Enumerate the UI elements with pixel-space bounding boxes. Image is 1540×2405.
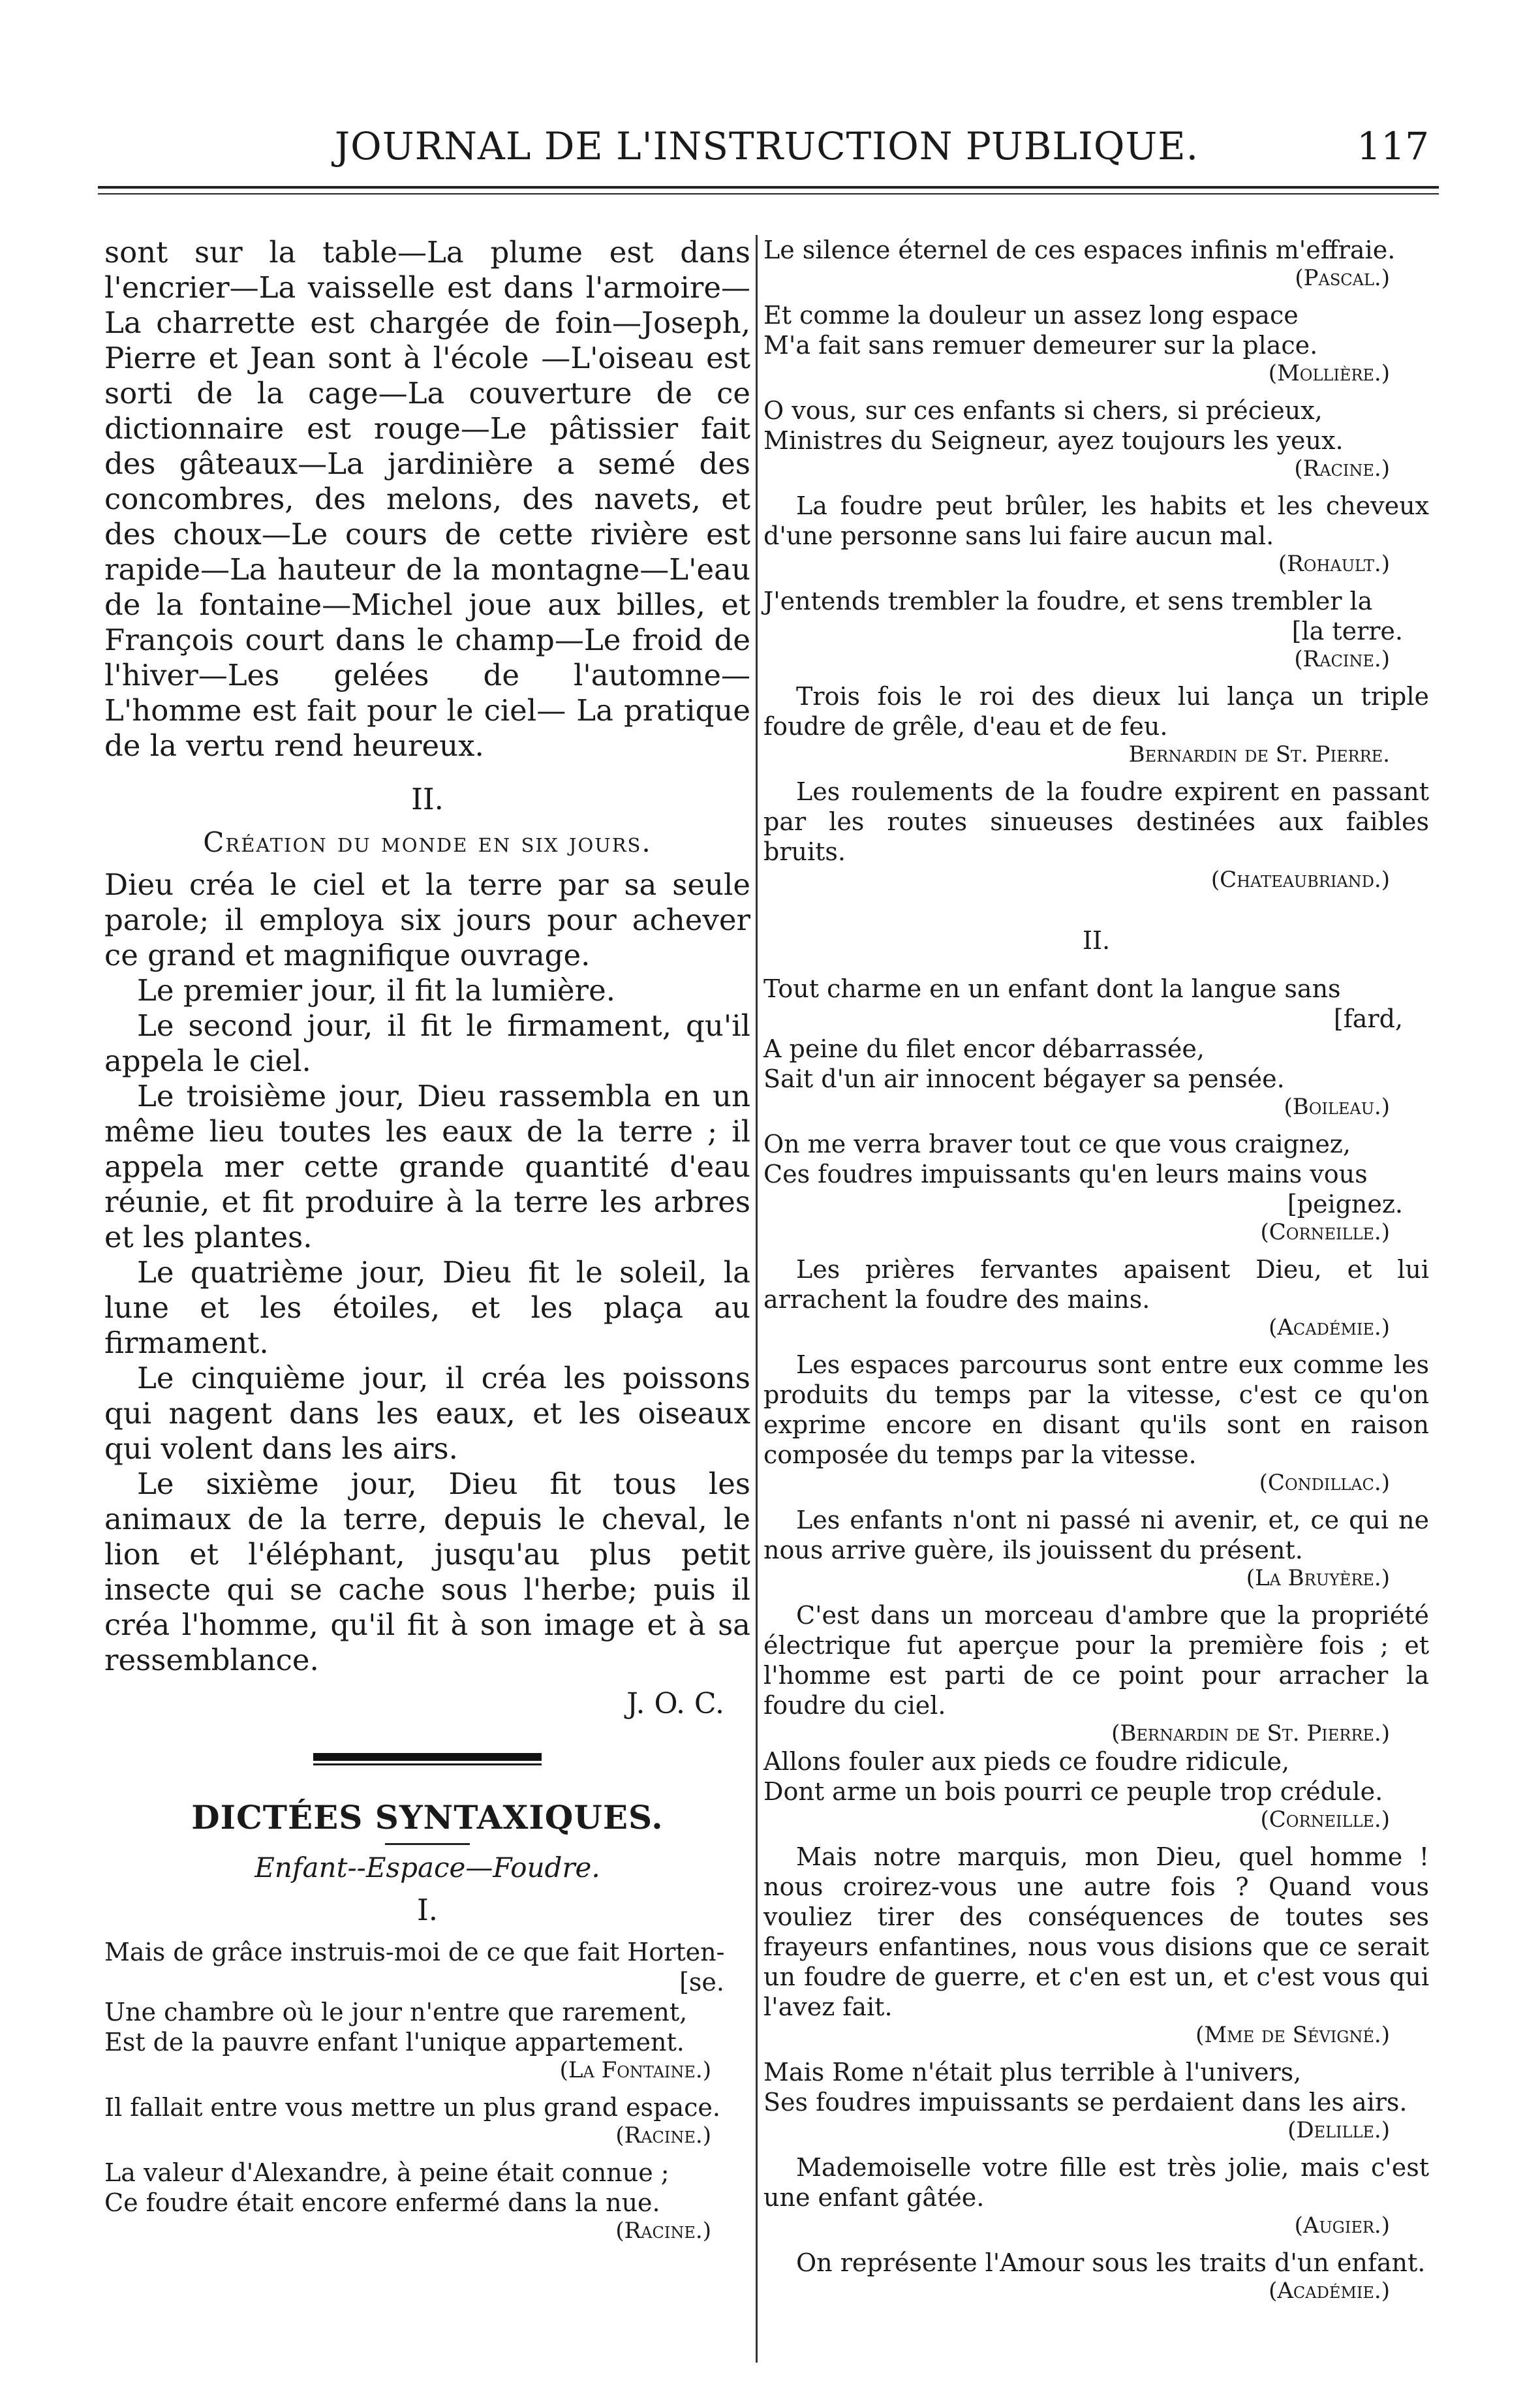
- citation-source: (Mollière.): [1268, 360, 1390, 386]
- verse-line: J'entends trembler la foudre, et sens trembler la: [763, 587, 1373, 615]
- author-signature: J. O. C.: [626, 1687, 724, 1720]
- citation-source: (Académie.): [1269, 1314, 1390, 1341]
- header-rule: [98, 186, 1439, 189]
- quotation: Les enfants n'ont ni passé ni avenir, et, ce qui ne nous arrive guère, ils jouissent du présent.: [763, 1506, 1429, 1564]
- quotation: On représente l'Amour sous les traits d'un enfant.: [796, 2248, 1426, 2277]
- verse-line: [peignez.: [1287, 1190, 1403, 1218]
- citation-source: (Chateaubriand.): [1210, 867, 1390, 893]
- section-number: II.: [1082, 926, 1111, 955]
- quotation: Les roulements de la foudre expirent en passant par les routes sinueuses destinées aux faibles bruits.: [763, 777, 1429, 866]
- citation-source: (Rohault.): [1278, 551, 1390, 577]
- verse-line: Mais Rome n'était plus terrible à l'univers,: [763, 2058, 1302, 2087]
- citation-source: (Corneille.): [1260, 1219, 1390, 1245]
- verse-line: M'a fait sans remuer demeurer sur la place.: [763, 331, 1318, 360]
- dictees-title: DICTÉES SYNTAXIQUES.: [191, 1798, 664, 1837]
- citation-source: (La Fontaine.): [559, 2057, 711, 2083]
- verse-line: Tout charme en un enfant dont la langue sans: [763, 974, 1341, 1003]
- citation-source: (Racine.): [615, 2218, 711, 2244]
- verse-line: A peine du filet encor débarrassée,: [763, 1034, 1205, 1063]
- verse-line: [fard,: [1333, 1004, 1403, 1033]
- creation-paragraph: Le troisième jour, Dieu rassembla en un même lieu toutes les eaux de la terre ; il appela mer cette grande quantité d'eau réunie, et fit produire à la terre les arbres et les plantes.: [104, 1079, 750, 1254]
- right-column: [763, 235, 1429, 2304]
- creation-paragraph: Le quatrième jour, Dieu fit le soleil, la lune et les étoiles, et les plaça au firmament.: [104, 1255, 750, 1360]
- citation-source: (Racine.): [615, 2122, 711, 2149]
- creation-paragraph: Le cinquième jour, il créa les poissons qui nagent dans les eaux, et les oiseaux qui volent dans les airs.: [104, 1361, 750, 1466]
- citation-source: (La Bruyère.): [1246, 1565, 1390, 1591]
- quotation: C'est dans un morceau d'ambre que la propriété électrique fut aperçue pour la première fois ; et l'homme est parti de ce point pour arracher la foudre du ciel.: [763, 1601, 1429, 1720]
- section-separator: [313, 1753, 542, 1761]
- verse-line: Ces foudres impuissants qu'en leurs mains vous: [763, 1160, 1368, 1188]
- quotation: Les espaces parcourus sont entre eux comme les produits du temps par la vitesse, c'est ce qu'on exprime encore en disant qu'ils sont en raison composée du temps par la vitesse.: [763, 1350, 1429, 1469]
- left-column: [104, 235, 750, 2244]
- verse-line: [se.: [679, 1968, 724, 1996]
- citation-source: (Augier.): [1294, 2212, 1390, 2239]
- citation-source: (Racine.): [1294, 456, 1390, 482]
- quotation: Les prières fervantes apaisent Dieu, et lui arrachent la foudre des mains.: [763, 1255, 1429, 1314]
- citation-source: (Boileau.): [1284, 1094, 1390, 1120]
- citation-source: (Académie.): [1269, 2278, 1390, 2304]
- quotation: Le silence éternel de ces espaces infinis m'effraie.: [763, 236, 1396, 264]
- quotation: La foudre peut brûler, les habits et les cheveux d'une personne sans lui faire aucun mal.: [763, 491, 1429, 550]
- dictees-number: I.: [416, 1893, 439, 1927]
- verse-line: [la terre.: [1291, 617, 1403, 645]
- verse-line: Ministres du Seigneur, ayez toujours les yeux.: [763, 426, 1344, 455]
- citation-source: (Delille.): [1287, 2117, 1390, 2143]
- citation-source: (Condillac.): [1259, 1470, 1390, 1496]
- section-title: Création du monde en six jours.: [203, 826, 652, 858]
- title-rule: [385, 1843, 470, 1845]
- quotation: Trois fois le roi des dieux lui lança un triple foudre de grêle, d'eau et de feu.: [763, 682, 1429, 741]
- vocabulary-paragraph: sont sur la table—La plume est dans l'encrier—La vaisselle est dans l'armoire—La charrette est chargée de foin—Joseph, Pierre et Jean sont à l'école —L'oiseau est sorti de la cage—La couverture de ce dictionnaire est rouge—Le pâtissier fait des gâteaux—La jardinière a semé des concombres, des melons, des navets, et des choux—Le cours de cette rivière est rapide—La hauteur de la montagne—L'eau de la fontaine—Michel joue aux billes, et François court dans le champ—Le froid de l'hiver—Les gelées de l'automne—L'homme est fait pour le ciel— La pratique de la vertu rend heureux.: [104, 235, 750, 763]
- quotation: Mais notre marquis, mon Dieu, quel homme ! nous croirez-vous une autre fois ? Quand vous vouliez tirer des conséquences de toutes ses frayeurs enfantines, nous vous disions que ce serait un foudre de guerre, et c'en est un, et c'est vous qui l'avez fait.: [763, 1842, 1429, 2021]
- verse-line: Ce foudre était encore enfermé dans la nue.: [104, 2188, 660, 2217]
- verse-line: Dont arme un bois pourri ce peuple trop crédule.: [763, 1777, 1383, 1806]
- verse-line: On me verra braver tout ce que vous craignez,: [763, 1130, 1351, 1158]
- verse-line: Ses foudres impuissants se perdaient dans les airs.: [763, 2088, 1408, 2117]
- verse-line: Allons fouler aux pieds ce foudre ridicule,: [763, 1747, 1290, 1776]
- creation-paragraph: Le sixième jour, Dieu fit tous les animaux de la terre, depuis le cheval, le lion et l'éléphant, jusqu'au plus petit insecte qui se cache sous l'herbe; puis il créa l'homme, qu'il fit à son image et à sa ressemblance.: [104, 1466, 750, 1677]
- journal-title: JOURNAL DE L'INSTRUCTION PUBLIQUE.: [334, 124, 1199, 168]
- verse-line: Et comme la douleur un assez long espace: [763, 301, 1299, 330]
- citation-source: (Racine.): [1294, 646, 1390, 672]
- citation-source: Bernardin de St. Pierre.: [1128, 741, 1390, 768]
- quotation: Mademoiselle votre fille est très jolie, mais c'est une enfant gâtée.: [763, 2153, 1429, 2212]
- column-divider: [756, 235, 758, 2363]
- verse-line: Une chambre où le jour n'entre que rarement,: [104, 1998, 688, 2026]
- verse-line: La valeur d'Alexandre, à peine était connue ;: [104, 2158, 670, 2187]
- creation-paragraph: Dieu créa le ciel et la terre par sa seule parole; il employa six jours pour achever ce grand et magnifique ouvrage.: [104, 867, 750, 972]
- verse-line: Est de la pauvre enfant l'unique appartement.: [104, 2028, 685, 2056]
- verse-line: Il fallait entre vous mettre un plus grand espace.: [104, 2093, 720, 2122]
- dictees-subtitle: Enfant--Espace—Foudre.: [254, 1852, 600, 1884]
- citation-source: (Pascal.): [1295, 265, 1390, 291]
- creation-paragraph: Le second jour, il fit le firmament, qu'il appela le ciel.: [104, 1008, 750, 1078]
- verse-line: O vous, sur ces enfants si chers, si précieux,: [763, 396, 1323, 425]
- header-rule-thin: [98, 193, 1439, 194]
- verse-line: Mais de grâce instruis-moi de ce que fait Horten-: [104, 1938, 725, 1966]
- creation-paragraph: Le premier jour, il fit la lumière.: [137, 973, 616, 1008]
- citation-source: (Corneille.): [1260, 1807, 1390, 1833]
- verse-line: Sait d'un air innocent bégayer sa pensée.: [763, 1064, 1285, 1093]
- citation-source: (Bernardin de St. Pierre.): [1111, 1720, 1390, 1746]
- citation-source: (Mme de Sévigné.): [1195, 2022, 1390, 2048]
- section-number: II.: [411, 782, 444, 816]
- page-number: 117: [1357, 124, 1429, 168]
- running-header: [104, 124, 1429, 176]
